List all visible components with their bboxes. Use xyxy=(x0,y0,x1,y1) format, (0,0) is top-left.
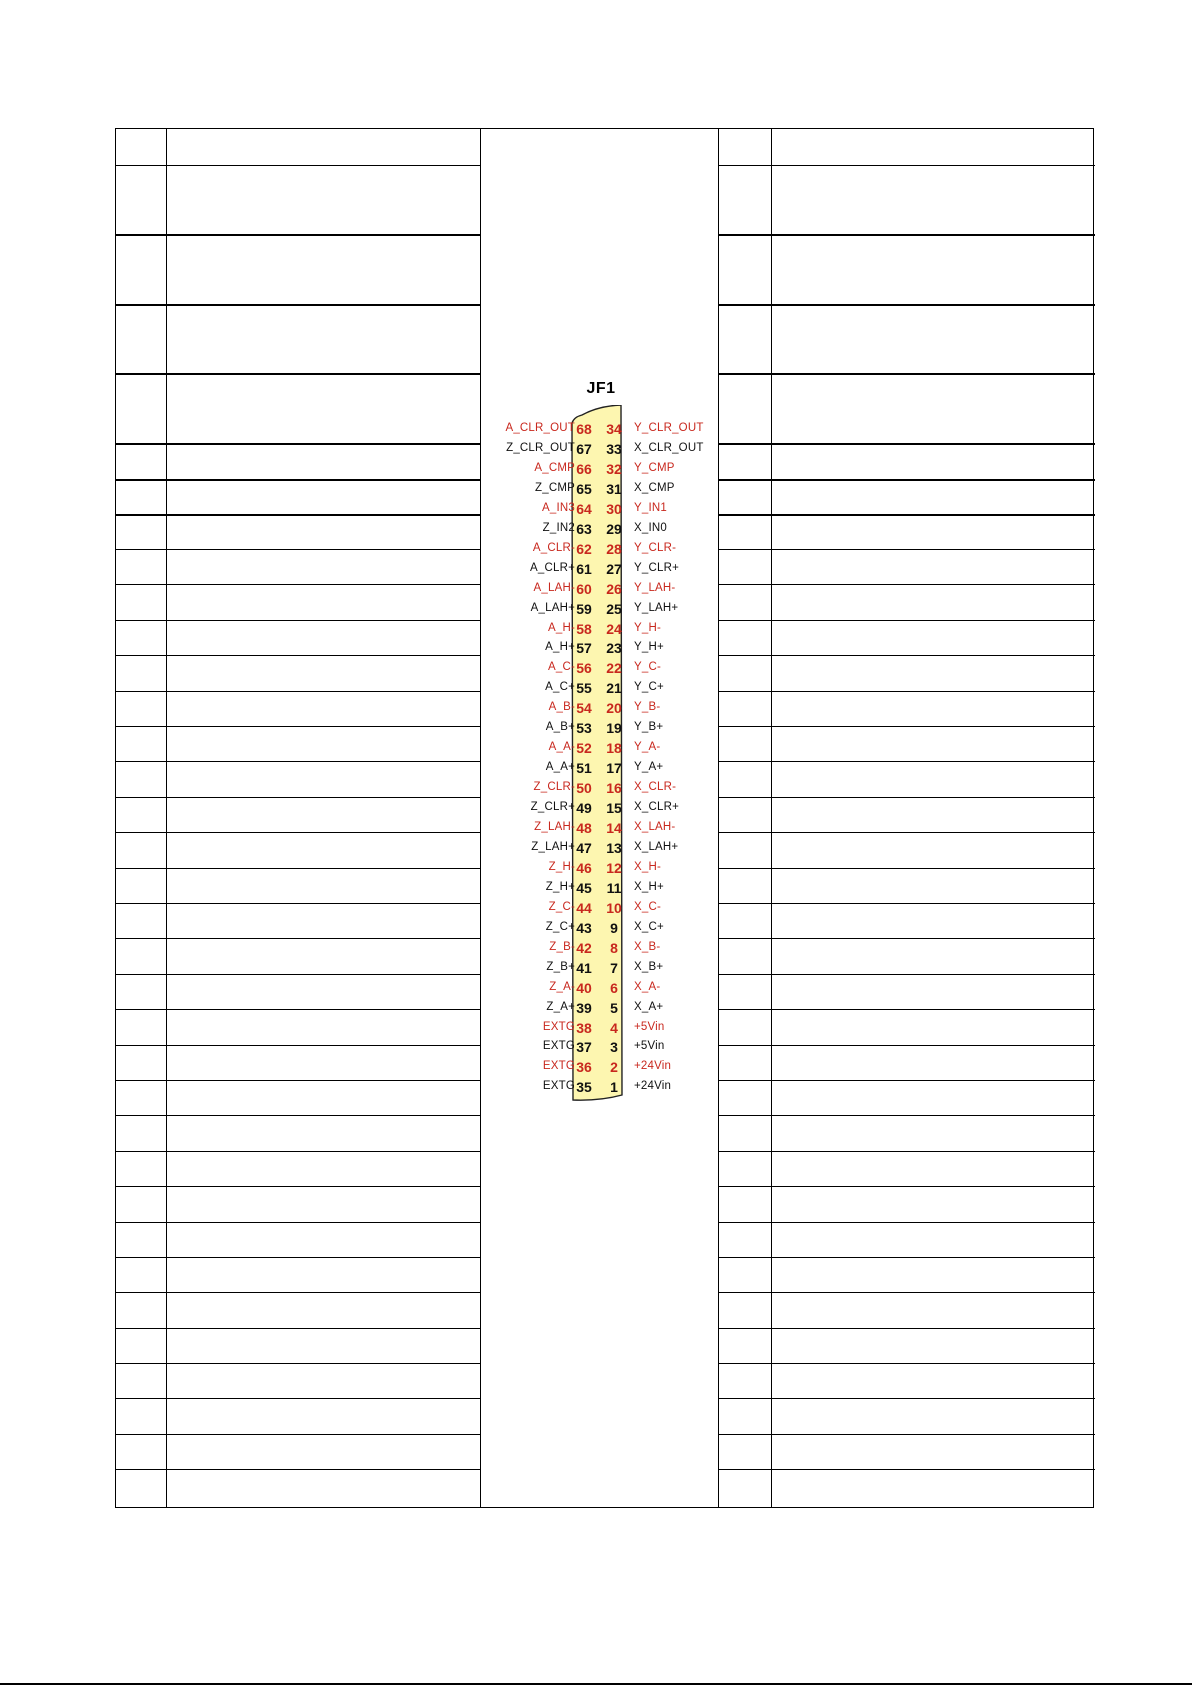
jf1-connector-diagram xyxy=(481,380,721,1100)
pin-label-left: Z_CMP xyxy=(535,481,575,494)
pin-label-left: Z_CLR- xyxy=(533,781,575,794)
pin-label-right: X_LAH- xyxy=(634,821,676,833)
table-row-line xyxy=(116,726,480,727)
pin-row xyxy=(481,480,721,500)
pin-number-a: 49 xyxy=(576,800,592,817)
pin-number-a: 61 xyxy=(576,560,592,577)
table-row-line xyxy=(718,234,1095,236)
pin-number-a: 41 xyxy=(576,959,592,976)
pin-row xyxy=(481,600,721,620)
pin-number-a: 40 xyxy=(576,979,592,996)
table-row-line xyxy=(116,1115,480,1116)
pin-row xyxy=(481,759,721,779)
pin-row xyxy=(481,639,721,659)
pin-label-left: EXTG xyxy=(542,1020,575,1033)
pin-row xyxy=(481,999,721,1019)
table-row-line xyxy=(116,1009,480,1010)
table-row-line xyxy=(718,691,1095,692)
pin-number-a: 44 xyxy=(576,899,592,916)
table-row-line xyxy=(116,903,480,904)
pin-row xyxy=(481,580,721,600)
pin-label-right: X_CMP xyxy=(634,481,675,494)
pin-label-right: Y_H- xyxy=(634,621,662,634)
pin-label-left: A_CLR_OUT xyxy=(505,422,575,434)
pin-row xyxy=(481,899,721,919)
table-row-line xyxy=(116,797,480,798)
table-row-line xyxy=(116,1434,480,1435)
pin-label-left: Z_B+ xyxy=(546,960,575,973)
table-row-line xyxy=(116,165,480,166)
pin-number-a: 47 xyxy=(576,839,592,856)
pin-number-a: 58 xyxy=(576,620,592,637)
table-row-line xyxy=(718,479,1095,481)
pin-row xyxy=(481,540,721,560)
pin-number-b: 7 xyxy=(610,959,618,976)
pin-label-left: Z_B- xyxy=(549,940,575,953)
pin-number-b: 3 xyxy=(610,1039,618,1056)
pin-label-right: X_A+ xyxy=(634,1000,664,1013)
pin-number-b: 30 xyxy=(606,500,622,517)
table-row-line xyxy=(116,691,480,692)
pin-row xyxy=(481,879,721,899)
pin-row xyxy=(481,799,721,819)
table-row-line xyxy=(116,584,480,585)
table-row-line xyxy=(718,938,1095,939)
table-row-line xyxy=(718,373,1095,375)
table-row-line xyxy=(116,1186,480,1187)
pin-label-right: +5Vin xyxy=(634,1020,665,1033)
table-row-line xyxy=(718,1292,1095,1293)
table-row-line xyxy=(718,1434,1095,1435)
pin-label-left: Z_A- xyxy=(549,980,575,993)
pin-row xyxy=(481,1078,721,1098)
pin-row xyxy=(481,779,721,799)
pin-label-left: Z_CLR_OUT xyxy=(506,441,575,454)
pin-number-a: 57 xyxy=(576,640,592,657)
table-row-line xyxy=(116,868,480,869)
table-row-line xyxy=(116,1292,480,1293)
pin-label-left: A_CLR+ xyxy=(530,561,575,574)
pin-row xyxy=(481,520,721,540)
pin-number-b: 32 xyxy=(606,460,622,477)
pin-number-b: 24 xyxy=(606,620,622,637)
table-row-line xyxy=(718,1257,1095,1258)
pin-label-right: X_CLR+ xyxy=(634,801,679,814)
pin-number-a: 39 xyxy=(576,999,592,1016)
table-row-line xyxy=(116,1151,480,1152)
pin-number-b: 6 xyxy=(610,979,618,996)
table-row-line xyxy=(116,974,480,975)
pin-number-a: 68 xyxy=(576,421,592,437)
pin-label-left: A_A- xyxy=(548,741,575,754)
pin-number-b: 4 xyxy=(610,1019,618,1036)
pin-number-b: 26 xyxy=(606,580,622,597)
pin-label-left: EXTG xyxy=(542,1060,575,1073)
pin-row xyxy=(481,560,721,580)
pin-number-a: 53 xyxy=(576,720,592,737)
table-col-divider xyxy=(771,129,772,1507)
pin-number-a: 37 xyxy=(576,1039,592,1056)
pin-row xyxy=(481,1038,721,1058)
pin-label-right: Y_IN1 xyxy=(634,501,667,514)
pin-label-left: A_H- xyxy=(547,621,575,634)
pin-label-left: Z_C- xyxy=(548,900,575,913)
pin-number-a: 64 xyxy=(576,500,592,517)
table-row-line xyxy=(116,549,480,550)
pin-row xyxy=(481,979,721,999)
table-row-line xyxy=(116,1398,480,1399)
table-row-line xyxy=(718,443,1095,445)
pin-number-b: 18 xyxy=(606,740,622,757)
table-row-line xyxy=(116,1080,480,1081)
pin-label-left: Z_A+ xyxy=(546,1000,575,1013)
pin-label-left: A_C+ xyxy=(545,681,575,694)
pin-label-right: X_H+ xyxy=(634,880,664,893)
table-row-line xyxy=(116,1469,480,1470)
pin-number-a: 48 xyxy=(576,820,592,836)
pin-number-a: 43 xyxy=(576,919,592,936)
pin-label-right: X_A- xyxy=(634,980,661,993)
pin-number-a: 56 xyxy=(576,660,592,677)
table-row-line xyxy=(116,479,480,481)
pin-number-a: 38 xyxy=(576,1019,592,1036)
pin-number-b: 20 xyxy=(606,700,622,717)
table-row-line xyxy=(116,1363,480,1364)
pin-number-a: 54 xyxy=(576,700,592,717)
pin-label-left: A_C- xyxy=(547,661,575,674)
pin-row xyxy=(481,839,721,859)
pin-label-right: X_CLR_OUT xyxy=(634,441,704,454)
pin-row xyxy=(481,1058,721,1078)
pin-label-right: Y_H+ xyxy=(634,641,664,654)
table-row-line xyxy=(718,655,1095,656)
pin-label-left: A_A+ xyxy=(545,761,575,774)
pin-number-b: 33 xyxy=(606,440,622,457)
pin-number-a: 62 xyxy=(576,540,592,557)
pin-label-left: A_CMP xyxy=(534,461,575,474)
table-row-line xyxy=(116,373,480,375)
table-row-line xyxy=(718,549,1095,550)
pin-number-b: 17 xyxy=(606,760,622,777)
pin-number-a: 50 xyxy=(576,780,592,797)
pin-row xyxy=(481,659,721,679)
pin-label-right: X_CLR- xyxy=(634,781,677,794)
table-col-divider xyxy=(166,129,167,1507)
table-row-line xyxy=(718,1328,1095,1329)
pin-label-left: A_LAH+ xyxy=(530,601,575,614)
table-row-line xyxy=(718,1469,1095,1470)
pin-number-b: 11 xyxy=(606,879,622,896)
table-row-line xyxy=(116,514,480,516)
pin-number-b: 27 xyxy=(606,560,622,577)
table-row-line xyxy=(718,1045,1095,1046)
pin-label-right: X_H- xyxy=(634,860,662,873)
pin-row xyxy=(481,500,721,520)
pin-label-right: X_IN0 xyxy=(634,521,667,534)
pin-number-b: 16 xyxy=(606,780,622,797)
table-row-line xyxy=(718,726,1095,727)
pin-label-left: A_H+ xyxy=(545,641,575,654)
table-row-line xyxy=(116,1328,480,1329)
pin-number-a: 55 xyxy=(576,680,592,697)
pin-label-left: A_CLR- xyxy=(532,541,575,554)
pin-number-a: 65 xyxy=(576,480,592,497)
pin-number-a: 63 xyxy=(576,520,592,537)
pin-label-right: Y_CLR+ xyxy=(634,561,679,574)
table-row-line xyxy=(718,903,1095,904)
pin-row xyxy=(481,939,721,959)
pin-label-right: Y_A+ xyxy=(634,761,664,774)
pin-number-a: 66 xyxy=(576,460,592,477)
pin-label-right: +24Vin xyxy=(634,1060,672,1073)
pin-label-left: Z_C+ xyxy=(545,920,575,933)
table-row-line xyxy=(116,304,480,306)
pin-label-right: Y_C+ xyxy=(634,681,664,694)
pin-row xyxy=(481,679,721,699)
pin-number-b: 9 xyxy=(610,919,618,936)
pin-number-a: 67 xyxy=(576,440,592,457)
pin-number-b: 2 xyxy=(610,1059,618,1076)
table-row-line xyxy=(116,1257,480,1258)
pin-number-b: 14 xyxy=(606,820,622,836)
pin-label-left: EXTG xyxy=(542,1040,575,1053)
pin-number-a: 59 xyxy=(576,600,592,617)
pin-number-b: 22 xyxy=(606,660,622,677)
table-row-line xyxy=(718,1080,1095,1081)
pin-label-left: Z_H- xyxy=(548,860,575,873)
connector-title: JF1 xyxy=(586,380,616,397)
table-row-line xyxy=(718,1363,1095,1364)
pin-number-b: 19 xyxy=(606,720,622,737)
table-row-line xyxy=(116,620,480,621)
pin-number-b: 23 xyxy=(606,640,622,657)
pin-number-b: 12 xyxy=(606,859,622,876)
table-row-line xyxy=(718,165,1095,166)
table-row-line xyxy=(116,655,480,656)
table-row-line xyxy=(116,1045,480,1046)
pin-row xyxy=(481,859,721,879)
pin-label-right: Y_CLR- xyxy=(634,541,677,554)
table-row-line xyxy=(718,620,1095,621)
pin-row xyxy=(481,959,721,979)
pin-label-right: X_C- xyxy=(634,900,662,913)
pin-row xyxy=(481,440,721,460)
pin-number-a: 35 xyxy=(576,1079,592,1096)
pin-number-b: 1 xyxy=(610,1079,618,1096)
pin-label-left: Z_LAH+ xyxy=(531,840,575,853)
pin-number-b: 15 xyxy=(606,800,622,817)
table-row-line xyxy=(116,832,480,833)
pin-row xyxy=(481,699,721,719)
pin-label-right: X_C+ xyxy=(634,920,664,933)
table-row-line xyxy=(718,304,1095,306)
table-row-line xyxy=(718,868,1095,869)
pin-row xyxy=(481,1019,721,1039)
pin-label-right: Y_CMP xyxy=(634,461,675,474)
table-row-line xyxy=(116,234,480,236)
table-row-line xyxy=(116,761,480,762)
pin-label-left: Z_LAH- xyxy=(534,821,575,833)
pin-number-b: 8 xyxy=(610,939,618,956)
pin-label-right: Y_C- xyxy=(634,661,662,674)
pin-label-right: Y_LAH+ xyxy=(634,601,679,614)
pin-label-right: Y_B+ xyxy=(634,721,664,734)
pin-label-left: A_LAH- xyxy=(533,581,575,594)
pin-row xyxy=(481,719,721,739)
pin-label-left: A_B- xyxy=(548,701,575,714)
pin-number-a: 52 xyxy=(576,740,592,757)
pin-number-a: 36 xyxy=(576,1059,592,1076)
pin-label-right: Y_LAH- xyxy=(634,581,676,594)
pin-label-right: Y_B- xyxy=(634,701,661,714)
pin-row xyxy=(481,420,721,440)
table-row-line xyxy=(718,1151,1095,1152)
pin-number-a: 45 xyxy=(576,879,592,896)
table-row-line xyxy=(718,832,1095,833)
table-row-line xyxy=(718,1009,1095,1010)
pin-label-right: X_B+ xyxy=(634,960,664,973)
pin-label-right: +24Vin xyxy=(634,1080,672,1093)
pin-label-left: Z_IN2 xyxy=(542,521,575,534)
pin-number-b: 34 xyxy=(606,421,622,437)
pin-number-b: 5 xyxy=(610,999,618,1016)
table-row-line xyxy=(718,974,1095,975)
table-row-line xyxy=(718,1222,1095,1223)
pin-number-b: 28 xyxy=(606,540,622,557)
table-row-line xyxy=(116,938,480,939)
pin-number-b: 13 xyxy=(606,839,622,856)
table-row-line xyxy=(718,584,1095,585)
table-row-line xyxy=(718,761,1095,762)
pin-number-b: 21 xyxy=(606,680,622,697)
pin-number-b: 31 xyxy=(606,480,622,497)
table-row-line xyxy=(718,1186,1095,1187)
pin-row xyxy=(481,819,721,839)
pin-label-right: X_B- xyxy=(634,940,661,953)
pin-label-left: Z_H+ xyxy=(545,880,575,893)
table-row-line xyxy=(718,514,1095,516)
pin-number-b: 25 xyxy=(606,600,622,617)
pin-label-right: X_LAH+ xyxy=(634,840,679,853)
pin-row xyxy=(481,460,721,480)
table-row-line xyxy=(116,1222,480,1223)
table-row-line xyxy=(116,443,480,445)
table-row-line xyxy=(718,797,1095,798)
pin-number-a: 42 xyxy=(576,939,592,956)
pin-row xyxy=(481,620,721,640)
pin-label-right: Y_A- xyxy=(634,741,661,754)
pin-label-left: A_IN3 xyxy=(542,501,575,514)
pin-number-b: 10 xyxy=(606,899,622,916)
pin-label-left: Z_CLR+ xyxy=(530,801,575,814)
pin-number-a: 51 xyxy=(576,760,592,777)
pin-number-a: 46 xyxy=(576,859,592,876)
table-row-line xyxy=(718,1115,1095,1116)
pin-label-left: A_B+ xyxy=(545,721,575,734)
pin-number-a: 60 xyxy=(576,580,592,597)
pin-number-b: 29 xyxy=(606,520,622,537)
table-row-line xyxy=(718,1398,1095,1399)
pin-label-right: Y_CLR_OUT xyxy=(634,422,704,434)
pin-label-right: +5Vin xyxy=(634,1040,665,1053)
pin-row xyxy=(481,739,721,759)
pin-row xyxy=(481,919,721,939)
pin-label-left: EXTG xyxy=(542,1080,575,1093)
